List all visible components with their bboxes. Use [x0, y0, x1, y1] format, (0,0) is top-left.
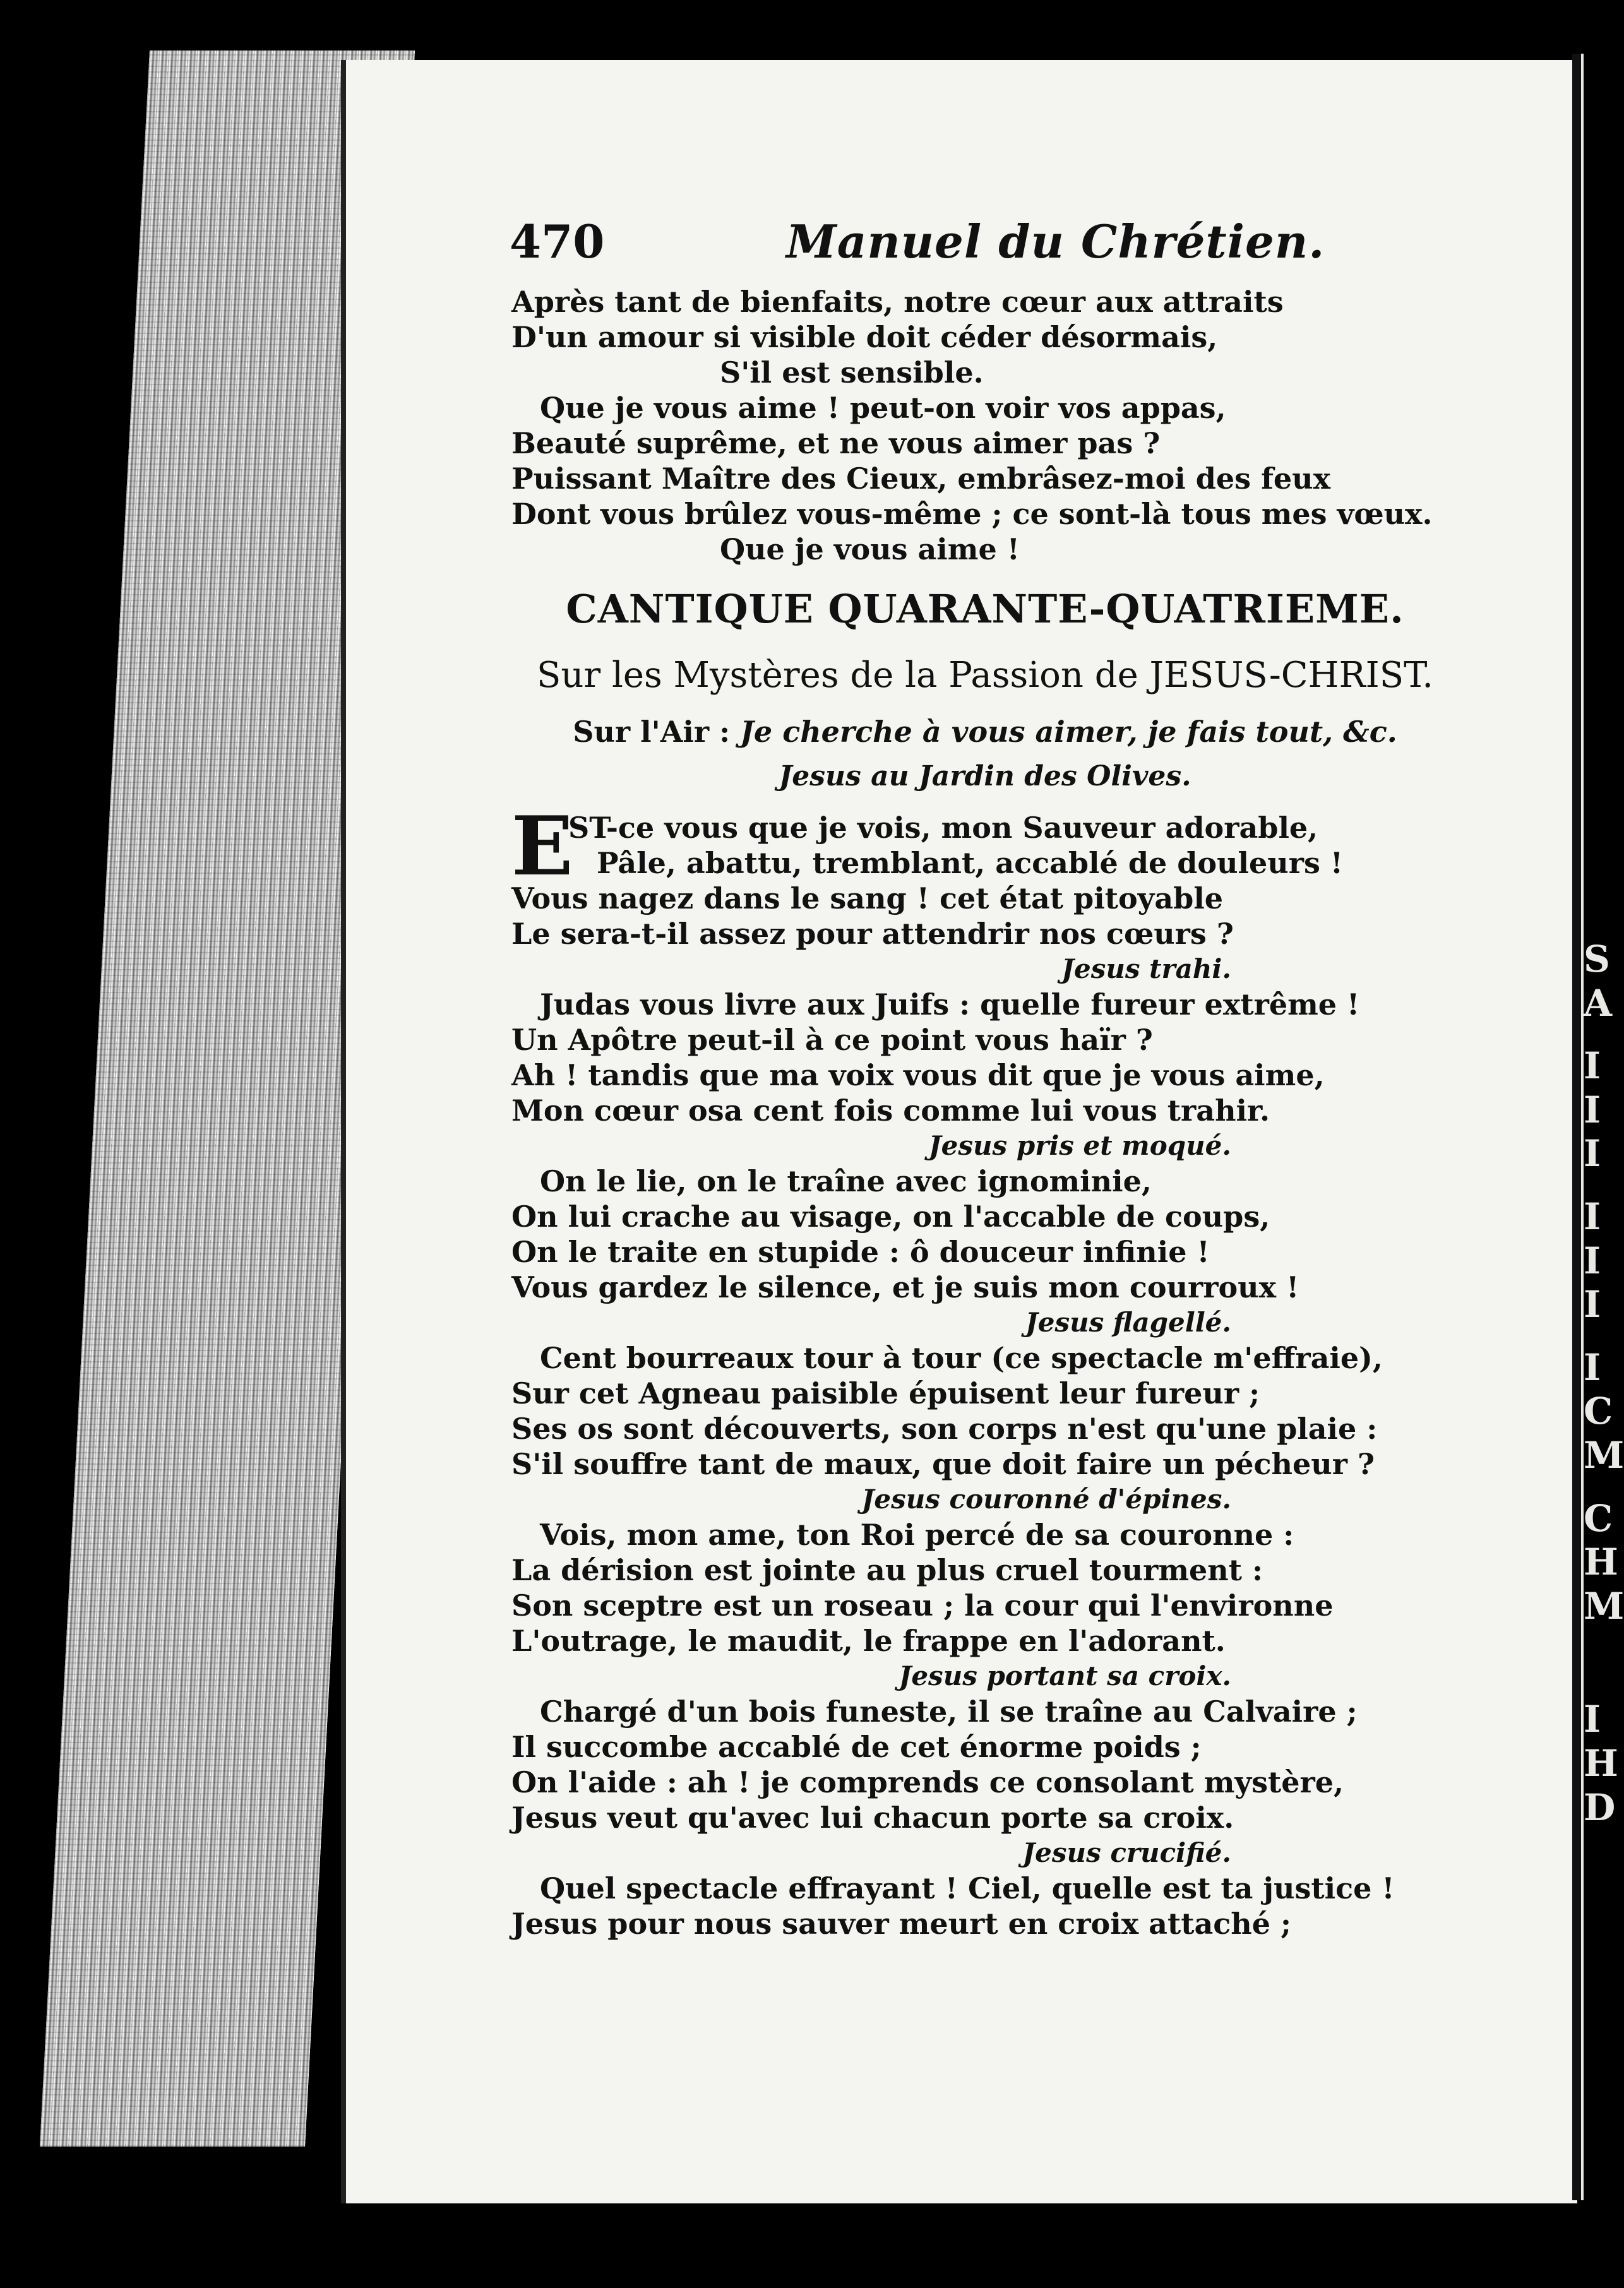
verse-line: Puissant Maître des Cieux, embrâsez-moi des feux [511, 462, 1331, 496]
verse-line: Que je vous aime ! peut-on voir vos appas, [540, 391, 1226, 425]
verse-line: Dont vous brûlez vous-même ; ce sont-là tous mes vœux. [511, 497, 1433, 531]
adjacent-letter: M [1584, 1433, 1624, 1477]
section-heading: Jesus au Jardin des Olives. [779, 760, 1191, 792]
verse-line: On le lie, on le traîne avec ignominie, [540, 1164, 1152, 1198]
adjacent-letter: I [1584, 1195, 1601, 1238]
verse-line: On l'aide : ah ! je comprends ce consolant mystère, [511, 1765, 1344, 1799]
adjacent-page-strip [1572, 54, 1584, 2200]
verse-line: Jesus pour nous sauver meurt en croix attaché ; [511, 1907, 1291, 1941]
stanza-heading: Jesus pris et moqué. [928, 1130, 1231, 1161]
verse-line: L'outrage, le maudit, le frappe en l'adorant. [511, 1624, 1226, 1658]
verse-line: Judas vous livre aux Juifs : quelle fureur extrême ! [540, 987, 1360, 1022]
verse-line: Que je vous aime ! [720, 532, 1020, 566]
adjacent-letter: I [1584, 1698, 1601, 1741]
verse-line: Il succombe accablé de cet énorme poids ; [511, 1730, 1202, 1764]
previous-stanzas [511, 284, 1459, 567]
drop-cap: E [511, 799, 573, 894]
verse-line: On lui crache au visage, on l'accable de coups, [511, 1200, 1270, 1234]
adjacent-letter: H [1584, 1741, 1618, 1785]
stanza [511, 1482, 1459, 1659]
stanza [511, 1659, 1459, 1835]
verse-line: Vous nagez dans le sang ! cet état pitoyable [511, 881, 1224, 915]
cantique-air [511, 715, 1459, 749]
stanza-heading: Jesus portant sa croix. [899, 1660, 1231, 1691]
verse-line: On le traite en stupide : ô douceur infinie ! [511, 1235, 1210, 1269]
stanza-heading: Jesus trahi. [1061, 953, 1231, 984]
verse-line: Pâle, abattu, tremblant, accablé de douleurs ! [597, 846, 1344, 880]
stanza-heading: Jesus crucifié. [1022, 1837, 1231, 1868]
verse-line: Beauté suprême, et ne vous aimer pas ? [511, 426, 1161, 460]
verse-line: Mon cœur osa cent fois comme lui vous trahir. [511, 1093, 1270, 1128]
verse-line: Vous gardez le silence, et je suis mon courroux ! [511, 1270, 1299, 1304]
verse-line: Jesus veut qu'avec lui chacun porte sa croix. [511, 1801, 1234, 1835]
verse-line: S'il est sensible. [720, 355, 984, 390]
adjacent-letter: C [1584, 1390, 1613, 1433]
verse-line: Cent bourreaux tour à tour (ce spectacle m'effraie), [540, 1341, 1383, 1375]
adjacent-letter: C [1584, 1496, 1613, 1540]
adjacent-letter: D [1584, 1785, 1616, 1829]
stanza-heading: Jesus couronné d'épines. [861, 1484, 1231, 1515]
adjacent-letter: I [1584, 1345, 1601, 1389]
verse-line: D'un amour si visible doit céder désormais, [511, 320, 1218, 354]
verse-line: Le sera-t-il assez pour attendrir nos cœurs ? [511, 917, 1234, 951]
verse-line: Sur cet Agneau paisible épuisent leur fureur ; [511, 1376, 1260, 1410]
adjacent-letter: M [1584, 1584, 1624, 1628]
verse-line: Quel spectacle effrayant ! Ciel, quelle est ta justice ! [540, 1871, 1395, 1905]
page-text [511, 215, 1459, 1941]
adjacent-letter: S [1584, 938, 1610, 980]
verse-line: Vois, mon ame, ton Roi percé de sa couronne : [540, 1518, 1294, 1552]
verse-line: Chargé d'un bois funeste, il se traîne au Calvaire ; [540, 1695, 1358, 1729]
air-label: Sur l'Air : [573, 715, 731, 749]
cantique-subtitle: Sur les Mystères de la Passion de JESUS-CHRIST. [536, 655, 1434, 696]
verse-line: S'il souffre tant de maux, que doit faire un pécheur ? [511, 1447, 1375, 1481]
stanza [511, 1835, 1459, 1941]
page-header [511, 215, 1459, 284]
verse-line: ST-ce vous que je vois, mon Sauveur adorable, [568, 811, 1318, 845]
page-number: 470 [510, 215, 605, 268]
adjacent-letter: I [1584, 1132, 1601, 1176]
stanza-heading: Jesus flagellé. [1025, 1307, 1231, 1338]
adjacent-letter: H [1584, 1540, 1618, 1584]
verse-line: Ah ! tandis que ma voix vous dit que je vous aime, [511, 1058, 1325, 1092]
stanza [511, 1128, 1459, 1305]
adjacent-letter: I [1584, 1283, 1601, 1326]
first-stanza [511, 799, 1459, 951]
air-tune: Je cherche à vous aimer, je fais tout, &c. [740, 715, 1397, 749]
stanza [511, 951, 1459, 1128]
verse-line: Après tant de bienfaits, notre cœur aux attraits [511, 285, 1284, 319]
verse-line: Ses os sont découverts, son corps n'est qu'une plaie : [511, 1412, 1378, 1446]
verse-line: Son sceptre est un roseau ; la cour qui l'environne [511, 1588, 1334, 1623]
running-title: Manuel du Chrétien. [786, 215, 1325, 268]
stanza [511, 1305, 1459, 1482]
adjacent-letter: I [1584, 1239, 1601, 1282]
adjacent-letter: I [1584, 1044, 1601, 1088]
adjacent-page-edge [1572, 54, 1624, 2200]
adjacent-letter: A [1584, 981, 1613, 1025]
verse-line: La dérision est jointe au plus cruel tourment : [511, 1553, 1263, 1587]
adjacent-page-letters [1584, 938, 1624, 1830]
adjacent-letter: I [1584, 1088, 1601, 1131]
verse-line: Un Apôtre peut-il à ce point vous haïr ? [511, 1023, 1153, 1057]
cantique-title: CANTIQUE QUARANTE-QUATRIEME. [566, 586, 1404, 632]
